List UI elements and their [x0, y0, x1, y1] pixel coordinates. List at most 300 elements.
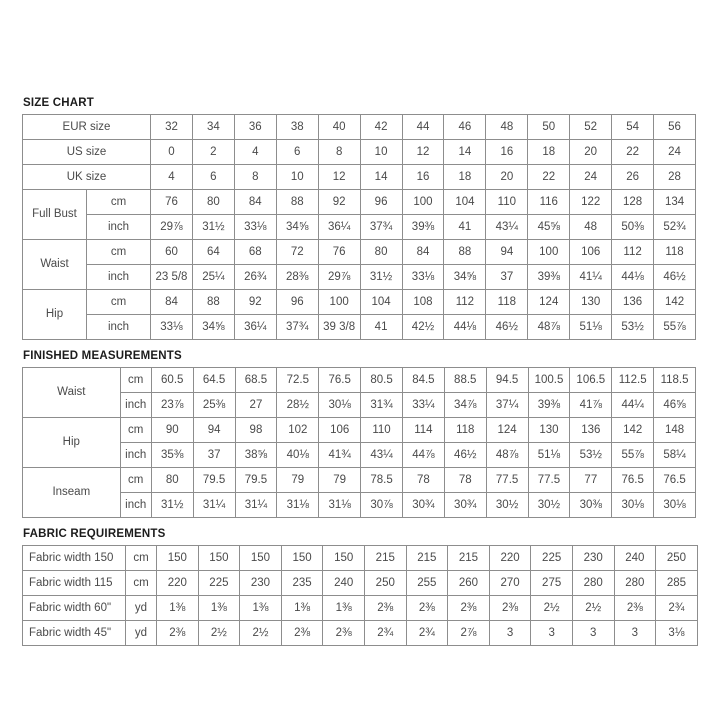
cell: 52	[570, 115, 612, 140]
cell: 1⅜	[240, 596, 282, 621]
table-row	[23, 115, 696, 140]
cell: 37	[193, 443, 235, 468]
section-title-fabric-requirements: FABRIC REQUIREMENTS	[23, 528, 166, 540]
cell: 55⅞	[612, 443, 654, 468]
cell: 30½	[486, 493, 528, 518]
cell: 51⅛	[528, 443, 570, 468]
unit-cell: cm	[120, 468, 151, 493]
cell: 22	[612, 140, 654, 165]
cell: 84	[151, 290, 193, 315]
cell: 56	[654, 115, 696, 140]
cell: 30½	[528, 493, 570, 518]
cell: 8	[318, 140, 360, 165]
cell: 2½	[198, 621, 240, 646]
table-row	[23, 265, 696, 290]
cell: 255	[406, 571, 448, 596]
cell: 22	[528, 165, 570, 190]
cell: 68.5	[235, 368, 277, 393]
cell: 142	[654, 290, 696, 315]
cell: 23 5/8	[151, 265, 193, 290]
table-row	[23, 546, 698, 571]
cell: 112	[612, 240, 654, 265]
cell: 78	[444, 468, 486, 493]
cell: 25¼	[192, 265, 234, 290]
cell: 2	[192, 140, 234, 165]
cell: 36¼	[318, 215, 360, 240]
cell: 78	[402, 468, 444, 493]
cell: 77.5	[528, 468, 570, 493]
cell: 112	[444, 290, 486, 315]
unit-cell: inch	[87, 315, 151, 340]
cell: 118.5	[654, 368, 696, 393]
cell: 106	[319, 418, 361, 443]
cell: 80.5	[361, 368, 403, 393]
cell: 114	[402, 418, 444, 443]
cell: 3	[572, 621, 614, 646]
cell: 36¼	[234, 315, 276, 340]
cell: 10	[276, 165, 318, 190]
cell: 30¾	[444, 493, 486, 518]
cell: 150	[240, 546, 282, 571]
cell: 116	[528, 190, 570, 215]
cell: 40	[318, 115, 360, 140]
table-row	[23, 368, 696, 393]
row-label-fabric-width-45in: Fabric width 45"	[23, 621, 126, 646]
table-row	[23, 418, 696, 443]
cell: 1⅜	[198, 596, 240, 621]
cell: 2⅞	[448, 621, 490, 646]
cell: 225	[531, 546, 573, 571]
cell: 31¼	[235, 493, 277, 518]
cell: 215	[448, 546, 490, 571]
cell: 124	[486, 418, 528, 443]
cell: 220	[489, 546, 531, 571]
cell: 118	[444, 418, 486, 443]
cell: 25⅜	[193, 393, 235, 418]
cell: 55⅞	[654, 315, 696, 340]
unit-cell: cm	[126, 571, 157, 596]
section-title-finished-measurements: FINISHED MEASUREMENTS	[23, 350, 182, 362]
cell: 230	[572, 546, 614, 571]
cell: 60	[151, 240, 193, 265]
unit-cell: inch	[120, 393, 151, 418]
cell: 96	[276, 290, 318, 315]
cell: 79	[319, 468, 361, 493]
cell: 33⅛	[402, 265, 444, 290]
cell: 128	[612, 190, 654, 215]
cell: 46⅝	[654, 393, 696, 418]
cell: 37¼	[486, 393, 528, 418]
cell: 112.5	[612, 368, 654, 393]
cell: 14	[444, 140, 486, 165]
cell: 235	[281, 571, 323, 596]
cell: 4	[151, 165, 193, 190]
cell: 270	[489, 571, 531, 596]
cell: 30⅛	[319, 393, 361, 418]
cell: 280	[572, 571, 614, 596]
cell: 88	[276, 190, 318, 215]
cell: 2⅜	[323, 621, 365, 646]
cell: 220	[157, 571, 199, 596]
cell: 34⅝	[444, 265, 486, 290]
cell: 48	[486, 115, 528, 140]
cell: 2⅜	[448, 596, 490, 621]
cell: 84.5	[402, 368, 444, 393]
cell: 33¼	[402, 393, 444, 418]
row-label-waist: Waist	[23, 240, 87, 290]
cell: 230	[240, 571, 282, 596]
cell: 77	[570, 468, 612, 493]
cell: 44⅛	[612, 265, 654, 290]
cell: 130	[570, 290, 612, 315]
cell: 130	[528, 418, 570, 443]
cell: 24	[570, 165, 612, 190]
cell: 38⅝	[235, 443, 277, 468]
unit-cell: cm	[87, 240, 151, 265]
cell: 2¾	[406, 621, 448, 646]
cell: 2¾	[364, 621, 406, 646]
cell: 43¼	[486, 215, 528, 240]
row-label-inseam: Inseam	[23, 468, 121, 518]
table-row	[23, 290, 696, 315]
cell: 46½	[486, 315, 528, 340]
cell: 250	[656, 546, 698, 571]
table-row	[23, 571, 698, 596]
cell: 142	[612, 418, 654, 443]
cell: 124	[528, 290, 570, 315]
cell: 38	[276, 115, 318, 140]
cell: 18	[528, 140, 570, 165]
cell: 31¼	[193, 493, 235, 518]
unit-cell: yd	[126, 596, 157, 621]
cell: 30⅜	[570, 493, 612, 518]
cell: 79.5	[235, 468, 277, 493]
unit-cell: inch	[87, 215, 151, 240]
cell: 14	[360, 165, 402, 190]
cell: 42½	[402, 315, 444, 340]
cell: 26	[612, 165, 654, 190]
row-label-waist: Waist	[23, 368, 121, 418]
cell: 150	[198, 546, 240, 571]
cell: 44⅛	[444, 315, 486, 340]
table-row	[23, 215, 696, 240]
cell: 94.5	[486, 368, 528, 393]
cell: 44¼	[612, 393, 654, 418]
cell: 104	[360, 290, 402, 315]
cell: 3	[531, 621, 573, 646]
table-row	[23, 190, 696, 215]
unit-cell: cm	[87, 190, 151, 215]
cell: 72.5	[277, 368, 319, 393]
row-label-eur-size: EUR size	[23, 115, 151, 140]
cell: 2⅜	[406, 596, 448, 621]
cell: 225	[198, 571, 240, 596]
cell: 36	[234, 115, 276, 140]
cell: 34⅞	[444, 393, 486, 418]
cell: 45⅝	[528, 215, 570, 240]
cell: 34⅝	[276, 215, 318, 240]
cell: 76	[318, 240, 360, 265]
cell: 78.5	[361, 468, 403, 493]
cell: 52¾	[654, 215, 696, 240]
cell: 31½	[360, 265, 402, 290]
cell: 2⅜	[614, 596, 656, 621]
section-title-size-chart: SIZE CHART	[23, 97, 94, 109]
cell: 58¼	[654, 443, 696, 468]
cell: 1⅜	[157, 596, 199, 621]
cell: 31½	[192, 215, 234, 240]
cell: 150	[157, 546, 199, 571]
cell: 28½	[277, 393, 319, 418]
table-row	[23, 596, 698, 621]
cell: 76.5	[319, 368, 361, 393]
cell: 41¼	[570, 265, 612, 290]
table-row	[23, 240, 696, 265]
cell: 240	[614, 546, 656, 571]
row-label-hip: Hip	[23, 418, 121, 468]
cell: 34⅝	[192, 315, 234, 340]
cell: 285	[656, 571, 698, 596]
cell: 68	[234, 240, 276, 265]
cell: 80	[360, 240, 402, 265]
cell: 98	[235, 418, 277, 443]
cell: 30⅛	[612, 493, 654, 518]
cell: 41	[360, 315, 402, 340]
cell: 43¼	[361, 443, 403, 468]
cell: 84	[402, 240, 444, 265]
cell: 90	[151, 418, 193, 443]
cell: 42	[360, 115, 402, 140]
unit-cell: yd	[126, 621, 157, 646]
cell: 40⅛	[277, 443, 319, 468]
cell: 30⅞	[361, 493, 403, 518]
cell: 92	[234, 290, 276, 315]
size-chart-table	[22, 114, 696, 340]
cell: 48⅞	[528, 315, 570, 340]
cell: 76.5	[654, 468, 696, 493]
table-row	[23, 468, 696, 493]
cell: 48	[570, 215, 612, 240]
cell: 64.5	[193, 368, 235, 393]
cell: 100	[528, 240, 570, 265]
cell: 3	[489, 621, 531, 646]
table-row	[23, 443, 696, 468]
cell: 39⅜	[528, 265, 570, 290]
cell: 16	[486, 140, 528, 165]
cell: 48⅞	[486, 443, 528, 468]
cell: 23⅞	[151, 393, 193, 418]
cell: 215	[406, 546, 448, 571]
cell: 46½	[444, 443, 486, 468]
row-label-fabric-width-115: Fabric width 115	[23, 571, 126, 596]
cell: 136	[612, 290, 654, 315]
cell: 8	[234, 165, 276, 190]
cell: 46	[444, 115, 486, 140]
cell: 150	[281, 546, 323, 571]
cell: 88	[192, 290, 234, 315]
cell: 118	[486, 290, 528, 315]
cell: 44⅞	[402, 443, 444, 468]
cell: 33⅛	[234, 215, 276, 240]
cell: 122	[570, 190, 612, 215]
cell: 92	[318, 190, 360, 215]
cell: 0	[151, 140, 193, 165]
cell: 94	[193, 418, 235, 443]
cell: 84	[234, 190, 276, 215]
cell: 16	[402, 165, 444, 190]
cell: 80	[192, 190, 234, 215]
cell: 30¾	[402, 493, 444, 518]
cell: 34	[192, 115, 234, 140]
cell: 77.5	[486, 468, 528, 493]
cell: 39⅜	[402, 215, 444, 240]
unit-cell: cm	[120, 418, 151, 443]
cell: 31⅛	[319, 493, 361, 518]
cell: 106.5	[570, 368, 612, 393]
finished-measurements-table	[22, 367, 696, 518]
cell: 28	[654, 165, 696, 190]
unit-cell: inch	[87, 265, 151, 290]
cell: 76.5	[612, 468, 654, 493]
cell: 100.5	[528, 368, 570, 393]
cell: 20	[570, 140, 612, 165]
cell: 275	[531, 571, 573, 596]
cell: 6	[276, 140, 318, 165]
unit-cell: inch	[120, 493, 151, 518]
cell: 250	[364, 571, 406, 596]
cell: 260	[448, 571, 490, 596]
cell: 30⅛	[654, 493, 696, 518]
cell: 53½	[612, 315, 654, 340]
cell: 31¾	[361, 393, 403, 418]
cell: 3⅛	[656, 621, 698, 646]
cell: 33⅛	[151, 315, 193, 340]
fabric-requirements-table	[22, 545, 698, 646]
row-label-fabric-width-150: Fabric width 150	[23, 546, 126, 571]
unit-cell: cm	[126, 546, 157, 571]
cell: 2½	[572, 596, 614, 621]
cell: 94	[486, 240, 528, 265]
cell: 104	[444, 190, 486, 215]
cell: 54	[612, 115, 654, 140]
cell: 53½	[570, 443, 612, 468]
cell: 76	[151, 190, 193, 215]
cell: 51⅛	[570, 315, 612, 340]
cell: 80	[151, 468, 193, 493]
cell: 50⅜	[612, 215, 654, 240]
cell: 10	[360, 140, 402, 165]
unit-cell: cm	[87, 290, 151, 315]
cell: 148	[654, 418, 696, 443]
cell: 72	[276, 240, 318, 265]
cell: 79	[277, 468, 319, 493]
cell: 24	[654, 140, 696, 165]
table-row	[23, 165, 696, 190]
cell: 150	[323, 546, 365, 571]
cell: 35⅜	[151, 443, 193, 468]
cell: 18	[444, 165, 486, 190]
row-label-fabric-width-60in: Fabric width 60"	[23, 596, 126, 621]
cell: 26¾	[234, 265, 276, 290]
cell: 106	[570, 240, 612, 265]
row-label-uk-size: UK size	[23, 165, 151, 190]
cell: 2⅜	[157, 621, 199, 646]
cell: 280	[614, 571, 656, 596]
cell: 41	[444, 215, 486, 240]
cell: 240	[323, 571, 365, 596]
cell: 50	[528, 115, 570, 140]
cell: 118	[654, 240, 696, 265]
table-row	[23, 140, 696, 165]
cell: 136	[570, 418, 612, 443]
cell: 108	[402, 290, 444, 315]
cell: 64	[192, 240, 234, 265]
cell: 110	[361, 418, 403, 443]
cell: 27	[235, 393, 277, 418]
cell: 41⅞	[570, 393, 612, 418]
cell: 3	[614, 621, 656, 646]
cell: 44	[402, 115, 444, 140]
cell: 2½	[240, 621, 282, 646]
cell: 29⅞	[151, 215, 193, 240]
cell: 1⅜	[323, 596, 365, 621]
cell: 31½	[151, 493, 193, 518]
cell: 100	[318, 290, 360, 315]
cell: 37	[486, 265, 528, 290]
cell: 39⅜	[528, 393, 570, 418]
cell: 134	[654, 190, 696, 215]
row-label-full-bust: Full Bust	[23, 190, 87, 240]
table-row	[23, 315, 696, 340]
cell: 2⅜	[489, 596, 531, 621]
cell: 29⅞	[318, 265, 360, 290]
cell: 100	[402, 190, 444, 215]
cell: 2¾	[656, 596, 698, 621]
table-row	[23, 621, 698, 646]
row-label-hip: Hip	[23, 290, 87, 340]
cell: 215	[364, 546, 406, 571]
table-row	[23, 393, 696, 418]
cell: 28⅜	[276, 265, 318, 290]
cell: 20	[486, 165, 528, 190]
cell: 110	[486, 190, 528, 215]
row-label-us-size: US size	[23, 140, 151, 165]
cell: 102	[277, 418, 319, 443]
cell: 31⅛	[277, 493, 319, 518]
cell: 37¾	[276, 315, 318, 340]
cell: 79.5	[193, 468, 235, 493]
cell: 37¾	[360, 215, 402, 240]
cell: 46½	[654, 265, 696, 290]
cell: 96	[360, 190, 402, 215]
cell: 39 3/8	[318, 315, 360, 340]
cell: 2½	[531, 596, 573, 621]
cell: 12	[402, 140, 444, 165]
cell: 88.5	[444, 368, 486, 393]
cell: 32	[151, 115, 193, 140]
cell: 60.5	[151, 368, 193, 393]
cell: 88	[444, 240, 486, 265]
cell: 12	[318, 165, 360, 190]
cell: 6	[192, 165, 234, 190]
cell: 2⅜	[281, 621, 323, 646]
cell: 2⅜	[364, 596, 406, 621]
unit-cell: cm	[120, 368, 151, 393]
unit-cell: inch	[120, 443, 151, 468]
cell: 41¾	[319, 443, 361, 468]
cell: 1⅜	[281, 596, 323, 621]
table-row	[23, 493, 696, 518]
